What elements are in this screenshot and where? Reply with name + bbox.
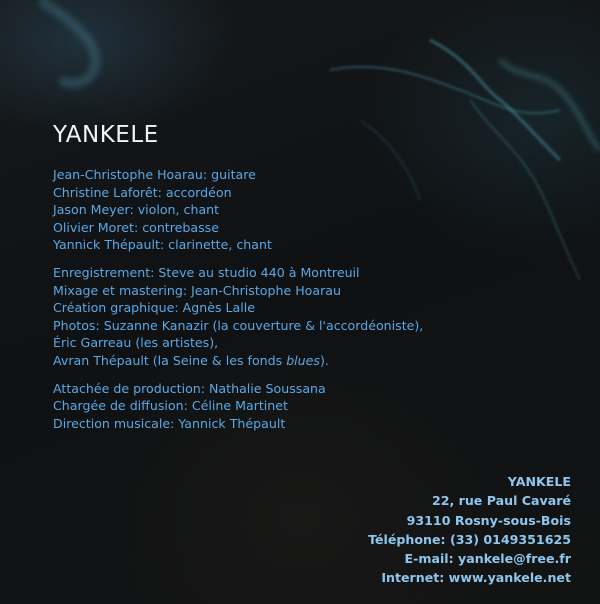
contact-name: YANKELE <box>507 474 571 489</box>
mixing-credit: Mixage et mastering: Jean-Christophe Hoarau <box>53 282 341 298</box>
list-item: Attachée de production: Nathalie Soussana <box>53 380 326 396</box>
photo-credit-text: Avran Thépault (la Seine & les fonds <box>53 352 287 368</box>
photo-credit-italic: blues <box>286 352 320 368</box>
list-item: Chargée de diffusion: Céline Martinet <box>53 398 288 414</box>
contact-block <box>368 472 571 588</box>
credits-section <box>53 166 483 442</box>
musicians-list <box>53 166 483 254</box>
production-credits <box>53 264 483 370</box>
design-credit: Création graphique: Agnès Lalle <box>53 300 256 316</box>
page-title: YANKELE <box>53 122 159 148</box>
recording-credit: Enregistrement: Steve au studio 440 à Montreuil <box>53 264 360 280</box>
list-item: Direction musicale: Yannick Thépault <box>53 415 286 431</box>
contact-phone: Téléphone: (33) 0149351625 <box>368 531 571 547</box>
list-item: Jean-Christophe Hoarau: guitare <box>53 167 256 182</box>
contact-website: Internet: www.yankele.net <box>381 570 571 586</box>
list-item: Olivier Moret: contrebasse <box>53 219 219 235</box>
contact-city: 93110 Rosny-sous-Bois <box>406 512 571 528</box>
contact-street: 22, rue Paul Cavaré <box>431 493 571 509</box>
list-item: Jason Meyer: violon, chant <box>53 202 220 218</box>
list-item: Yannick Thépault: clarinette, chant <box>53 237 272 253</box>
photo-credit: Photos: Suzanne Kanazir (la couverture & l'accordéoniste), <box>53 317 424 333</box>
photo-credit-suffix: ). <box>319 352 329 368</box>
photo-credit: Éric Garreau (les artistes), <box>53 335 219 351</box>
staff-credits <box>53 380 483 433</box>
list-item: Christine Laforêt: accordéon <box>53 184 232 200</box>
contact-email: E-mail: yankele@free.fr <box>404 551 571 567</box>
photo-credit <box>53 352 483 370</box>
